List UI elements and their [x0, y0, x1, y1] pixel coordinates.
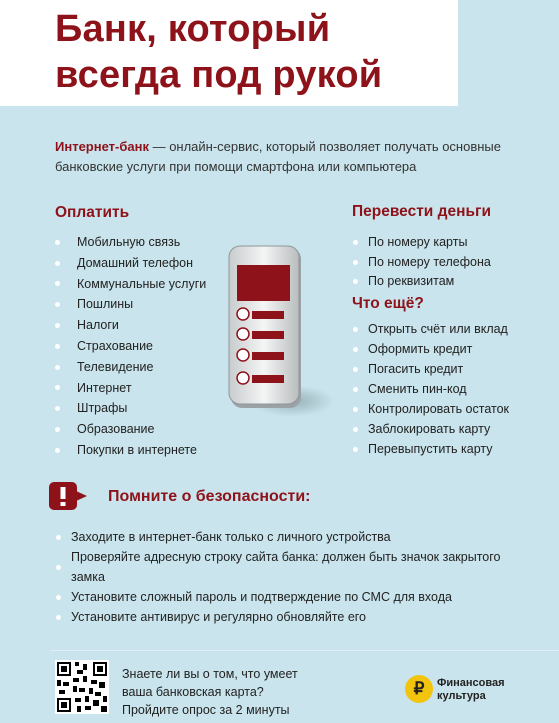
safety-heading: Помните о безопасности:	[108, 488, 311, 505]
footer-divider	[50, 650, 559, 651]
transfer-heading: Перевести деньги	[352, 203, 491, 220]
list-item: Установите антивирус и регулярно обновляйте его	[56, 607, 511, 627]
list-item: Страхование	[62, 336, 206, 357]
list-item: Заходите в интернет-банк только с личного устройства	[56, 527, 511, 547]
survey-text	[122, 665, 372, 719]
pay-heading: Оплатить	[55, 204, 130, 221]
more-list	[353, 319, 509, 459]
title-box	[0, 0, 458, 106]
list-item: Проверяйте адресную строку сайта банка: должен быть значок закрытого замка	[56, 547, 511, 587]
transfer-list	[353, 233, 491, 292]
safety-list	[56, 527, 511, 627]
logo-line-2: культура	[437, 690, 486, 702]
list-item: Коммунальные услуги	[62, 274, 206, 295]
intro-paragraph	[55, 137, 535, 177]
logo-line-1: Финансовая	[437, 677, 505, 689]
list-item: Покупки в интернете	[62, 440, 206, 461]
list-item: Мобильную связь	[62, 232, 206, 253]
list-item: По номеру телефона	[353, 253, 491, 273]
list-item: Перевыпустить карту	[353, 439, 509, 459]
list-item: Заблокировать карту	[353, 419, 509, 439]
fin-culture-logo	[437, 677, 505, 703]
list-item: Телевидение	[62, 357, 206, 378]
ruble-coin-icon: ₽	[405, 675, 433, 703]
list-item: По номеру карты	[353, 233, 491, 253]
qr-code[interactable]	[55, 660, 109, 714]
list-item: Образование	[62, 419, 206, 440]
list-item: Открыть счёт или вклад	[353, 319, 509, 339]
intro-term: Интернет-банк	[55, 139, 149, 154]
intro-text: — онлайн-сервис, который позволяет получать основные банковские услуги при помощи смартфона или компьютера	[55, 139, 502, 174]
exclamation-icon	[47, 482, 91, 510]
survey-line-3: Пройдите опрос за 2 минуты	[122, 703, 290, 717]
list-item: Налоги	[62, 315, 206, 336]
list-item: По реквизитам	[353, 272, 491, 292]
title-line-1: Банк, который	[55, 8, 331, 50]
list-item: Оформить кредит	[353, 339, 509, 359]
list-item: Установите сложный пароль и подтверждение по СМС для входа	[56, 587, 511, 607]
list-item: Интернет	[62, 378, 206, 399]
list-item: Сменить пин-код	[353, 379, 509, 399]
survey-line-1: Знаете ли вы о том, что умеет	[122, 667, 298, 681]
survey-line-2: ваша банковская карта?	[122, 685, 264, 699]
list-item: Погасить кредит	[353, 359, 509, 379]
pay-list	[62, 232, 206, 461]
page-title	[55, 6, 382, 98]
more-heading: Что ещё?	[352, 295, 424, 312]
list-item: Контролировать остаток	[353, 399, 509, 419]
list-item: Пошлины	[62, 294, 206, 315]
title-line-2: всегда под рукой	[55, 54, 383, 96]
list-item: Домашний телефон	[62, 253, 206, 274]
list-item: Штрафы	[62, 398, 206, 419]
phone-illustration	[228, 245, 310, 413]
